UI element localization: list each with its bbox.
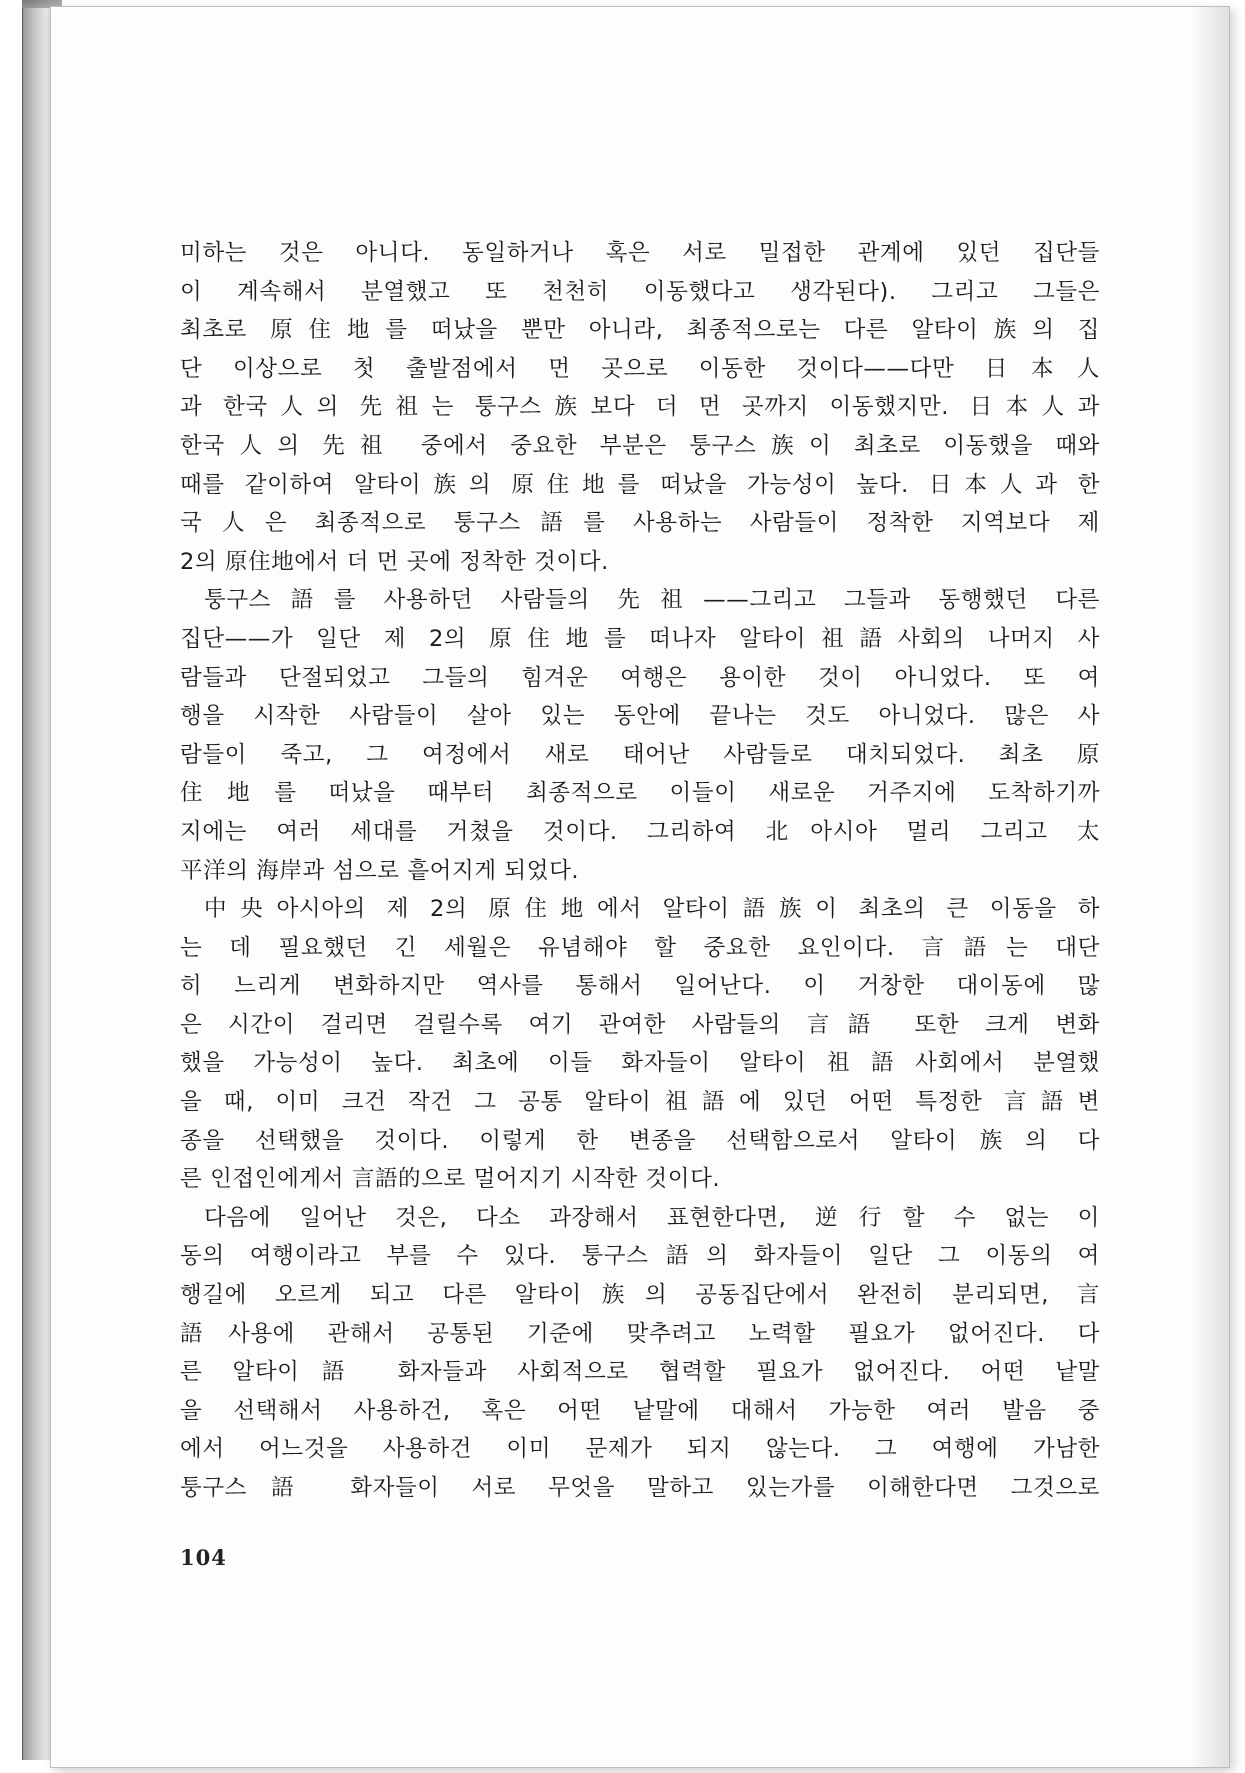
- text-line: 퉁구스語 화자들이 서로 무엇을 말하고 있는가를 이해한다면 그것으로: [180, 1475, 1100, 1501]
- text-line: 람들이 죽고, 그 여정에서 새로 태어난 사람들로 대치되었다. 최초 原: [180, 741, 1100, 768]
- text-line: 퉁구스語를 사용하던 사람들의 先祖——그리고 그들과 동행했던 다른: [204, 587, 1100, 614]
- text-line: 행을 시작한 사람들이 살아 있는 동안에 끝나는 것도 아니었다. 많은 사: [180, 703, 1100, 730]
- text-line: 을 때, 이미 크건 작건 그 공통 알타이祖語에 있던 어떤 특정한 言語변: [180, 1089, 1100, 1116]
- text-line: 는 데 필요했던 긴 세월은 유념해야 할 중요한 요인이다. 言語는 대단: [180, 934, 1100, 961]
- text-line: 른 인접인에게서 言語的으로 멀어지기 시작한 것이다.: [180, 1166, 721, 1193]
- text-line: 은 시간이 걸리면 걸릴수록 여기 관여한 사람들의 言語 또한 크게 변화: [180, 1011, 1100, 1038]
- text-line: 과 한국人의 先祖는 퉁구스族보다 더 먼 곳까지 이동했지만. 日本人과: [180, 394, 1100, 421]
- text-line: 집단——가 일단 제 2의 原住地를 떠나자 알타이祖語사회의 나머지 사: [180, 625, 1100, 652]
- text-line: 동의 여행이라고 부를 수 있다. 퉁구스語의 화자들이 일단 그 이동의 여: [180, 1243, 1100, 1270]
- text-line: 에서 어느것을 사용하건 이미 문제가 되지 않는다. 그 여행에 가남한: [180, 1436, 1100, 1463]
- text-line: 2의 原住地에서 더 먼 곳에 정착한 것이다.: [180, 548, 609, 575]
- body-text: [180, 234, 1100, 1508]
- text-line: 단 이상으로 첫 출발점에서 먼 곳으로 이동한 것이다——다만 日本人: [180, 355, 1100, 382]
- text-line: 을 선택해서 사용하건, 혹은 어떤 낱말에 대해서 가능한 여러 발음 중: [180, 1397, 1100, 1424]
- text-line: 이 계속해서 분열했고 또 천천히 이동했다고 생각된다). 그리고 그들은: [180, 278, 1100, 305]
- text-line: 한국人의 先祖 중에서 중요한 부분은 퉁구스族이 최초로 이동했을 때와: [180, 432, 1100, 459]
- text-line: 람들과 단절되었고 그들의 힘겨운 여행은 용이한 것이 아니었다. 또 여: [180, 664, 1100, 691]
- text-line: 른 알타이語 화자들과 사회적으로 협력할 필요가 없어진다. 어떤 낱말: [180, 1359, 1100, 1386]
- page-curl-shadow: [1189, 7, 1229, 1767]
- text-line: 住地를 떠났을 때부터 최종적으로 이들이 새로운 거주지에 도착하기까: [180, 780, 1100, 807]
- text-line: 지에는 여러 세대를 거쳤을 것이다. 그리하여 北아시아 멀리 그리고 太: [180, 818, 1100, 845]
- text-line: 행길에 오르게 되고 다른 알타이族의 공동집단에서 완전히 분리되면, 言: [180, 1282, 1100, 1309]
- text-line: 최초로 原住地를 떠났을 뿐만 아니라, 최종적으로는 다른 알타이族의 집: [180, 317, 1100, 344]
- page-number: 104: [180, 1545, 227, 1570]
- text-line: 히 느리게 변화하지만 역사를 통해서 일어난다. 이 거창한 대이동에 많: [180, 973, 1100, 1000]
- text-line: 종을 선택했을 것이다. 이렇게 한 변종을 선택함으로서 알타이族의 다: [180, 1127, 1100, 1154]
- text-line: 국人은 최종적으로 퉁구스語를 사용하는 사람들이 정착한 지역보다 제: [180, 510, 1100, 537]
- text-line: 미하는 것은 아니다. 동일하거나 혹은 서로 밀접한 관계에 있던 집단들: [180, 240, 1100, 266]
- text-line: 다음에 일어난 것은, 다소 과장해서 표현한다면, 逆行할 수 없는 이: [204, 1204, 1100, 1231]
- text-line: 中央아시아의 제 2의 原住地에서 알타이語族이 최초의 큰 이동을 하: [204, 896, 1100, 923]
- text-line: 平洋의 海岸과 섬으로 흩어지게 되었다.: [180, 857, 580, 884]
- text-line: 語사용에 관해서 공통된 기준에 맞추려고 노력할 필요가 없어진다. 다: [180, 1320, 1100, 1347]
- text-line: 했을 가능성이 높다. 최초에 이들 화자들이 알타이祖語사회에서 분열했: [180, 1050, 1100, 1077]
- text-line: 때를 같이하여 알타이族의 原住地를 떠났을 가능성이 높다. 日本人과 한: [180, 471, 1100, 498]
